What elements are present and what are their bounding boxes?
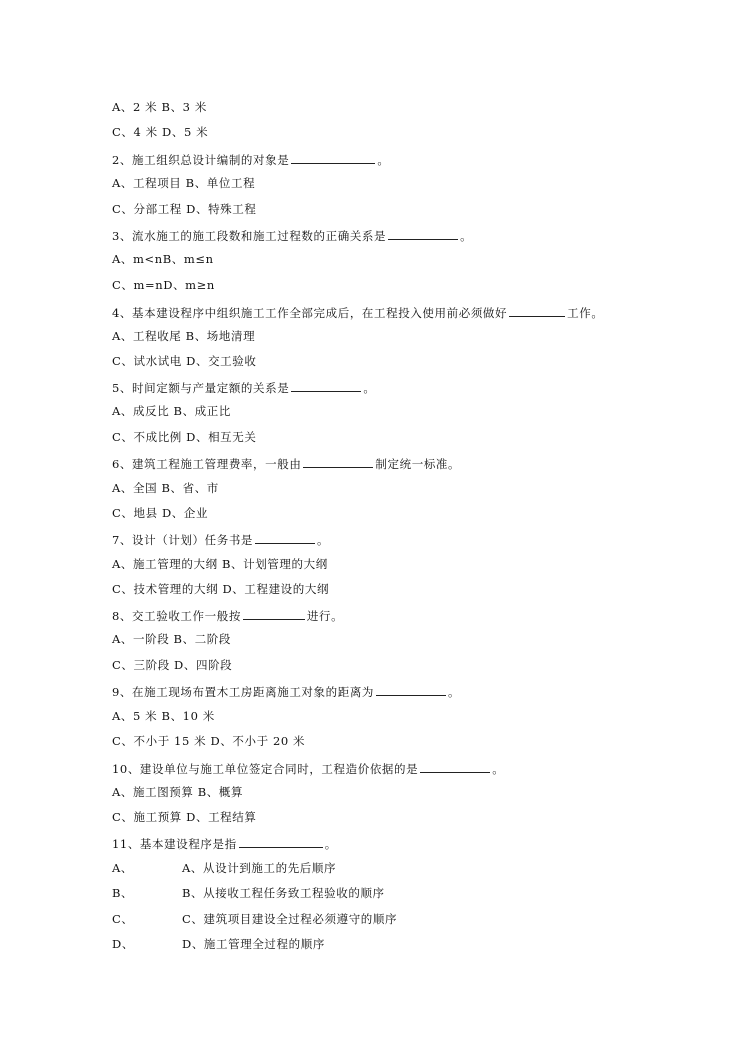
question-line bbox=[112, 455, 460, 471]
option-line bbox=[112, 430, 256, 444]
line-text: C、施工预算 D、工程结算 bbox=[112, 810, 257, 824]
line-text: 2、施工组织总设计编制的对象是 bbox=[112, 153, 290, 167]
answer-blank bbox=[255, 531, 315, 544]
option-letter: C、 bbox=[112, 912, 134, 926]
question-line bbox=[112, 304, 603, 320]
line-suffix: 。 bbox=[492, 762, 505, 776]
line-text: A、施工图预算 B、概算 bbox=[112, 785, 244, 799]
line-text: C、不成比例 D、相互无关 bbox=[112, 430, 257, 444]
line-text: 10、建设单位与施工单位签定合同时，工程造价依据的是 bbox=[112, 762, 419, 776]
option-letter: A、 bbox=[112, 861, 134, 875]
option-text: C、建筑项目建设全过程必须遵守的顺序 bbox=[182, 912, 398, 926]
answer-blank bbox=[243, 607, 305, 620]
line-text: C、m=nD、m≥n bbox=[112, 278, 215, 292]
option-text: B、从接收工程任务致工程验收的顺序 bbox=[182, 886, 385, 900]
line-text: 5、时间定额与产量定额的关系是 bbox=[112, 381, 290, 395]
line-text: 11、基本建设程序是指 bbox=[112, 837, 237, 851]
line-text: A、5 米 B、10 米 bbox=[112, 709, 215, 723]
question-line bbox=[112, 151, 389, 167]
option-row bbox=[112, 912, 397, 926]
line-suffix: 制定统一标准。 bbox=[375, 457, 461, 471]
answer-blank bbox=[239, 835, 323, 848]
option-line bbox=[112, 481, 219, 495]
line-suffix: 。 bbox=[377, 153, 390, 167]
line-suffix: 。 bbox=[448, 685, 461, 699]
line-text: 7、设计（计划）任务书是 bbox=[112, 533, 254, 547]
line-text: C、技术管理的大纲 D、工程建设的大纲 bbox=[112, 582, 330, 596]
option-line bbox=[112, 354, 256, 368]
option-line bbox=[112, 506, 208, 520]
question-line bbox=[112, 379, 375, 395]
line-suffix: 。 bbox=[324, 837, 337, 851]
line-text: A、工程收尾 B、场地清理 bbox=[112, 329, 256, 343]
answer-blank bbox=[376, 683, 446, 696]
question-line bbox=[112, 835, 337, 851]
option-line bbox=[112, 125, 208, 139]
option-text: A、从设计到施工的先后顺序 bbox=[182, 861, 337, 875]
answer-blank bbox=[509, 304, 565, 317]
option-letter: B、 bbox=[112, 886, 134, 900]
option-line bbox=[112, 658, 232, 672]
question-line bbox=[112, 683, 460, 699]
option-line bbox=[112, 404, 231, 418]
line-text: C、地县 D、企业 bbox=[112, 506, 209, 520]
line-suffix: 。 bbox=[317, 533, 330, 547]
line-suffix: 工作。 bbox=[567, 306, 604, 320]
line-text: A、施工管理的大纲 B、计划管理的大纲 bbox=[112, 557, 328, 571]
line-text: C、三阶段 D、四阶段 bbox=[112, 658, 233, 672]
line-text: 9、在施工现场布置木工房距离施工对象的距离为 bbox=[112, 685, 375, 699]
line-text: C、试水试电 D、交工验收 bbox=[112, 354, 257, 368]
line-suffix: 。 bbox=[363, 381, 376, 395]
line-text: A、m<nB、m≤n bbox=[112, 252, 214, 266]
option-text: D、施工管理全过程的顺序 bbox=[182, 937, 325, 951]
option-line bbox=[112, 329, 255, 343]
option-letter: D、 bbox=[112, 937, 134, 951]
option-line bbox=[112, 557, 328, 571]
option-line bbox=[112, 632, 231, 646]
line-text: C、4 米 D、5 米 bbox=[112, 125, 209, 139]
question-line bbox=[112, 227, 472, 243]
line-text: A、成反比 B、成正比 bbox=[112, 404, 232, 418]
line-text: C、不小于 15 米 D、不小于 20 米 bbox=[112, 734, 306, 748]
answer-blank bbox=[303, 455, 373, 468]
option-line bbox=[112, 734, 305, 748]
line-text: C、分部工程 D、特殊工程 bbox=[112, 202, 257, 216]
line-text: 3、流水施工的施工段数和施工过程数的正确关系是 bbox=[112, 229, 387, 243]
question-line bbox=[112, 760, 504, 776]
option-row bbox=[112, 861, 336, 875]
option-line bbox=[112, 810, 256, 824]
answer-blank bbox=[388, 227, 458, 240]
option-line bbox=[112, 252, 214, 266]
question-line bbox=[112, 607, 343, 623]
option-line bbox=[112, 785, 243, 799]
line-text: A、全国 B、省、市 bbox=[112, 481, 219, 495]
option-row bbox=[112, 886, 385, 900]
line-text: A、工程项目 B、单位工程 bbox=[112, 176, 256, 190]
option-row bbox=[112, 937, 325, 951]
option-line bbox=[112, 709, 215, 723]
option-line bbox=[112, 176, 255, 190]
line-text: 6、建筑工程施工管理费率，一般由 bbox=[112, 457, 302, 471]
line-suffix: 进行。 bbox=[306, 609, 344, 623]
option-line bbox=[112, 100, 207, 114]
answer-blank bbox=[420, 760, 490, 773]
answer-blank bbox=[291, 379, 361, 392]
line-text: 4、基本建设程序中组织施工工作全部完成后，在工程投入使用前必须做好 bbox=[112, 306, 508, 320]
question-line bbox=[112, 531, 329, 547]
option-line bbox=[112, 278, 215, 292]
option-line bbox=[112, 202, 256, 216]
line-suffix: 。 bbox=[460, 229, 473, 243]
line-text: A、一阶段 B、二阶段 bbox=[112, 632, 232, 646]
line-text: A、2 米 B、3 米 bbox=[112, 100, 207, 114]
answer-blank bbox=[291, 151, 375, 164]
line-text: 8、交工验收工作一般按 bbox=[112, 609, 241, 623]
option-line bbox=[112, 582, 329, 596]
